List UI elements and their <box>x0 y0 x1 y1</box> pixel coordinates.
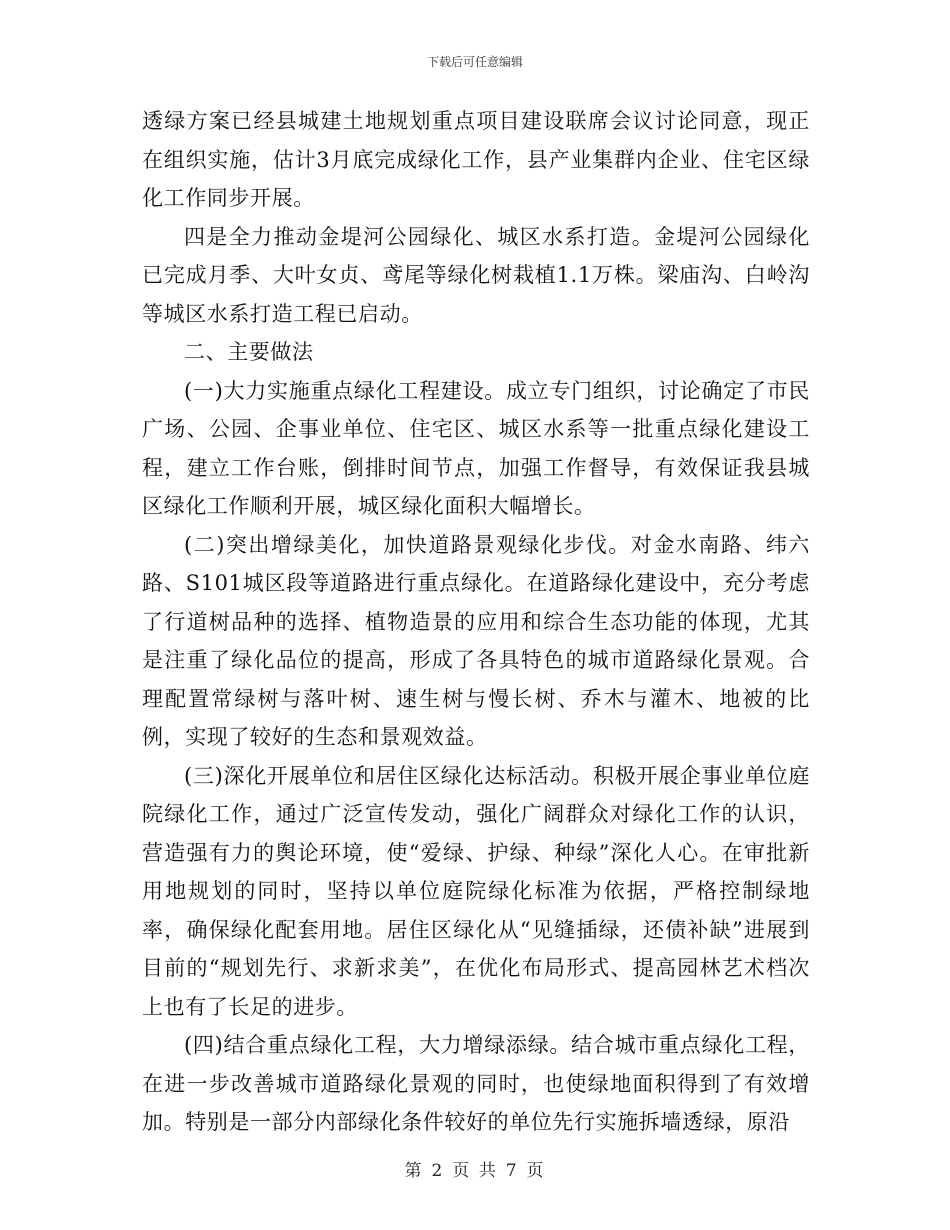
footer-prefix: 第 <box>404 1161 424 1181</box>
paragraph-method-4: (四)结合重点绿化工程，大力增绿添绿。结合城市重点绿化工程，在进一步改善城市道路绿化景观的同时，也使绿地面积得到了有效增加。特别是一部分内部绿化条件较好的单位先行实施拆墙透绿，原沿 <box>142 1033 810 1134</box>
footer-suffix: 页 <box>526 1161 546 1181</box>
document-body <box>142 102 810 1142</box>
footer-middle: 页 共 <box>452 1161 498 1181</box>
paragraph-method-2: (二)突出增绿美化，加快道路景观绿化步伐。对金水南路、纬六路、S101城区段等道路进行重点绿化。在道路绿化建设中，充分考虑了行道树品种的选择、植物造景的应用和综合生态功能的体现，尤其是注重了绿化品位的提高，形成了各具特色的城市道路绿化景观。合理配置常绿树与落叶树、速生树与慢长树、乔木与灌木、地被的比例，实现了较好的生态和景观效益。 <box>142 532 810 749</box>
paragraph-method-1: (一)大力实施重点绿化工程建设。成立专门组织，讨论确定了市民广场、公园、企事业单位、住宅区、城区水系等一批重点绿化建设工程，建立工作台账，倒排时间节点，加强工作督导，有效保证我县城区绿化工作顺利开展，城区绿化面积大幅增长。 <box>142 378 810 518</box>
paragraph-method-3: (三)深化开展单位和居住区绿化达标活动。积极开展企事业单位庭院绿化工作，通过广泛宣传发动，强化广阔群众对绿化工作的认识，营造强有力的舆论环境，使“爱绿、护绿、种绿”深化人心。在审批新用地规划的同时，坚持以单位庭院绿化标准为依据，严格控制绿地率，确保绿化配套用地。居住区绿化从“见缝插绿，还债补缺”进展到目前的“规划先行、求新求美”，在优化布局形式、提高园林艺术档次上也有了长足的进步。 <box>142 763 810 1019</box>
section-heading: 二、主要做法 <box>184 340 314 364</box>
current-page-number: 2 <box>431 1161 445 1181</box>
total-page-count: 7 <box>505 1161 519 1181</box>
paragraph-item-four: 四是全力推动金堤河公园绿化、城区水系打造。金堤河公园绿化已完成月季、大叶女贞、鸢尾等绿化树栽植1.1万株。梁庙沟、白岭沟等城区水系打造工程已启动。 <box>142 224 810 326</box>
paragraph-continuation: 透绿方案已经县城建土地规划重点项目建设联席会议讨论同意，现正在组织实施，估计3月底完成绿化工作，县产业集群内企业、住宅区绿化工作同步开展。 <box>142 109 810 210</box>
page-header-note: 下载后可任意编辑 <box>426 55 523 69</box>
page-number-footer <box>0 1156 950 1181</box>
